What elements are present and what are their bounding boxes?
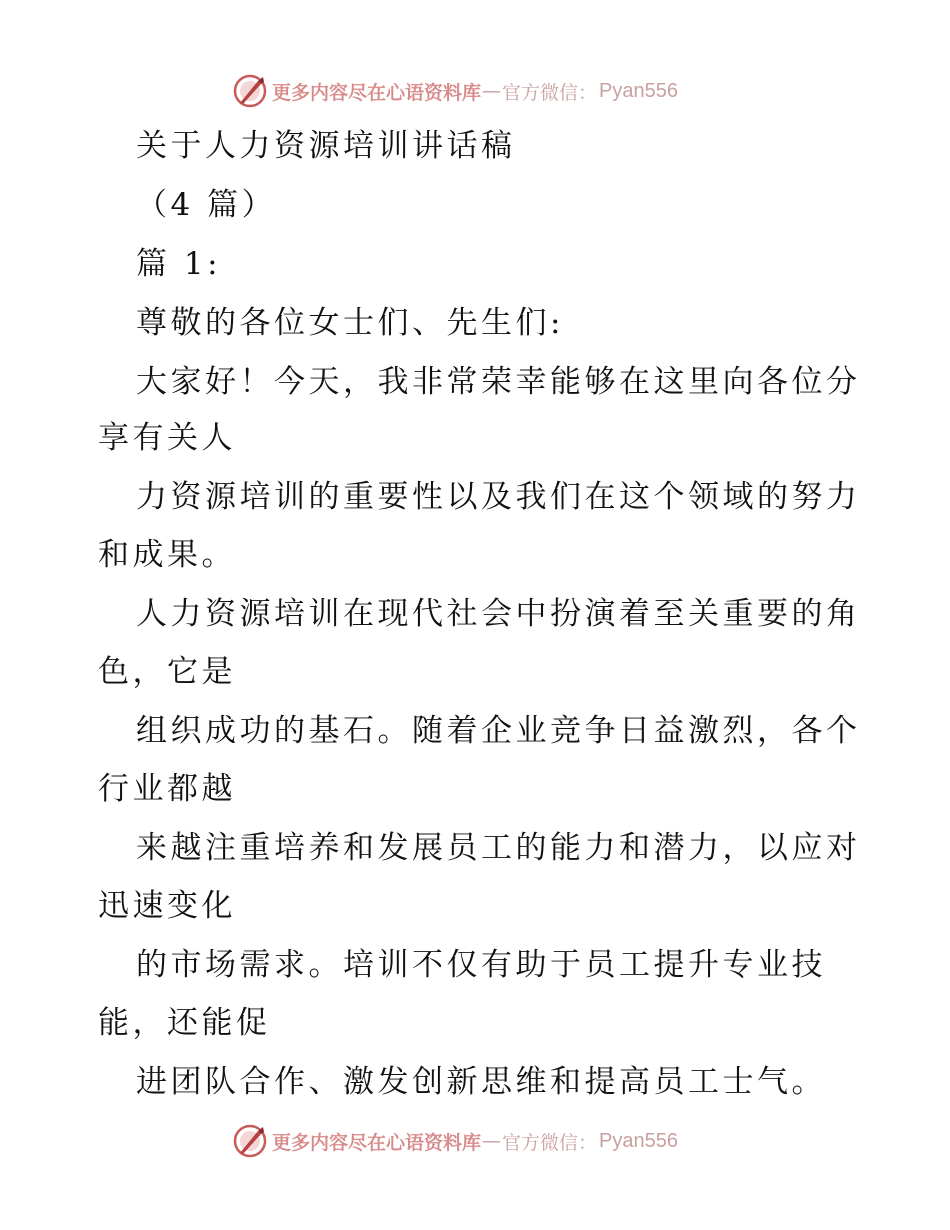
watermark-wechat-id: Pyan556 [599, 1129, 678, 1152]
paragraph-line: 力资源培训的重要性以及我们在这个领域的努力 [136, 479, 861, 515]
paragraph-line: 的市场需求。培训不仅有助于员工提升专业技 [136, 947, 826, 983]
paragraph-line: 迅速变化 [98, 888, 236, 924]
document-title: 关于人力资源培训讲话稿 [136, 128, 516, 164]
header-watermark [232, 72, 678, 110]
document-subtitle: （4 篇） [136, 187, 277, 223]
watermark-label: 官方微信： [502, 1131, 598, 1154]
watermark-dash: — [482, 1130, 502, 1152]
paragraph-line: 来越注重培养和发展员工的能力和潜力，以应对 [136, 830, 861, 866]
paragraph-line: 色，它是 [98, 654, 236, 690]
paragraph-line: 享有关人 [98, 420, 236, 456]
paragraph-line: 行业都越 [98, 771, 236, 807]
section-heading: 篇 1: [136, 246, 222, 282]
paragraph-line: 进团队合作、激发创新思维和提高员工士气。 [136, 1064, 826, 1100]
watermark-wechat-id: Pyan556 [599, 79, 678, 102]
watermark-label: 官方微信： [502, 81, 598, 104]
quill-pen-seal-icon [232, 1123, 268, 1159]
footer-watermark [232, 1122, 678, 1160]
watermark-dash: — [482, 80, 502, 102]
salutation: 尊敬的各位女士们、先生们: [136, 305, 564, 341]
paragraph-line: 大家好！今天，我非常荣幸能够在这里向各位分 [136, 364, 861, 400]
quill-pen-seal-icon [232, 73, 268, 109]
paragraph-line: 人力资源培训在现代社会中扮演着至关重要的角 [136, 596, 861, 632]
paragraph-line: 组织成功的基石。随着企业竞争日益激烈，各个 [136, 713, 861, 749]
paragraph-line: 和成果。 [98, 537, 236, 573]
paragraph-line: 能，还能促 [98, 1005, 271, 1041]
watermark-text: 更多内容尽在心语资料库 [272, 81, 482, 104]
watermark-text: 更多内容尽在心语资料库 [272, 1131, 482, 1154]
